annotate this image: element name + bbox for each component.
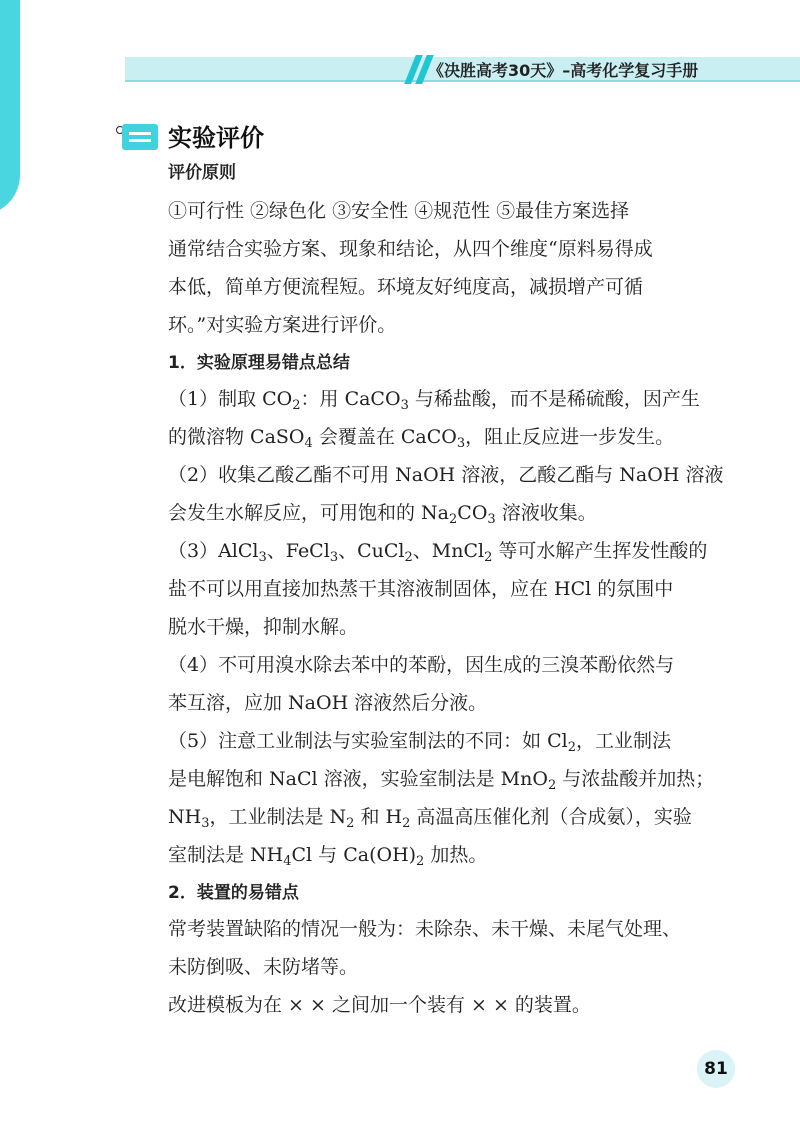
heading-apparatus-errors: 2．装置的易错点	[168, 883, 299, 903]
intro-line: 通常结合实验方案、现象和结论，从四个维度“原料易得成	[168, 238, 653, 260]
item-5-line-4: 室制法是 $NH_4Cl$ 与 $Ca(OH)_2$ 加热。	[168, 844, 488, 869]
item-5-line-2: 是电解饱和 NaCl 溶液，实验室制法是 MnO$_2$ 与浓盐酸并加热；	[168, 768, 715, 793]
running-header-title: 《决胜高考30天》–高考化学复习手册	[428, 61, 699, 80]
item-2-line-2: 会发生水解反应，可用饱和的 $Na_2CO_3$ 溶液收集。	[168, 502, 597, 527]
item-4-line-1: （4）不可用溴水除去苯中的苯酚，因生成的三溴苯酚依然与	[168, 654, 675, 676]
heading-principle-errors: 1．实验原理易错点总结	[168, 353, 350, 373]
intro-line: 本低，简单方便流程短。环境友好纯度高，减损增产可循	[168, 276, 644, 298]
principles-list: ①可行性 ②绿色化 ③安全性 ④规范性 ⑤最佳方案选择	[168, 200, 630, 222]
item-3-line-1: （3）AlCl$_3$、FeCl$_3$、CuCl$_2$、MnCl$_2$ 等可水解产生挥发性酸的	[168, 540, 708, 565]
item-3-line-2: 盐不可以用直接加热蒸干其溶液制固体，应在 HCl 的氛围中	[168, 578, 674, 600]
page-number: 81	[697, 1050, 735, 1088]
item-5-line-1: （5）注意工业制法与实验室制法的不同：如 $Cl_2$，工业制法	[168, 730, 672, 755]
item-5-line-3: $NH_3$，工业制法是 $N_2$ 和 $H_2$ 高温高压催化剂（合成氨），实验	[168, 806, 692, 831]
section-marker-icon	[116, 124, 158, 150]
principles-heading: 评价原则	[168, 163, 236, 183]
item-1-line-2: 的微溶物 CaSO$_4$ 会覆盖在 CaCO$_3$，阻止反应进一步发生。	[168, 426, 675, 451]
item-1-line-1: （1）制取 $CO_2$：用 CaCO$_3$ 与稀盐酸，而不是稀硫酸，因产生	[168, 388, 700, 413]
item-4-line-2: 苯互溶，应加 NaOH 溶液然后分液。	[168, 692, 488, 714]
item-3-line-3: 脱水干燥，抑制水解。	[168, 616, 359, 638]
apparatus-line: 未防倒吸、未防堵等。	[168, 956, 359, 978]
edge-tab-decoration	[0, 0, 20, 215]
section-title: 实验评价	[168, 124, 264, 152]
apparatus-line: 常考装置缺陷的情况一般为：未除杂、未干燥、未尾气处理、	[168, 918, 682, 940]
apparatus-line: 改进模板为在 × × 之间加一个装有 × × 的装置。	[168, 994, 591, 1016]
item-2-line-1: （2）收集乙酸乙酯不可用 NaOH 溶液，乙酸乙酯与 NaOH 溶液	[168, 464, 724, 486]
intro-line: 环。”对实验方案进行评价。	[168, 314, 397, 336]
